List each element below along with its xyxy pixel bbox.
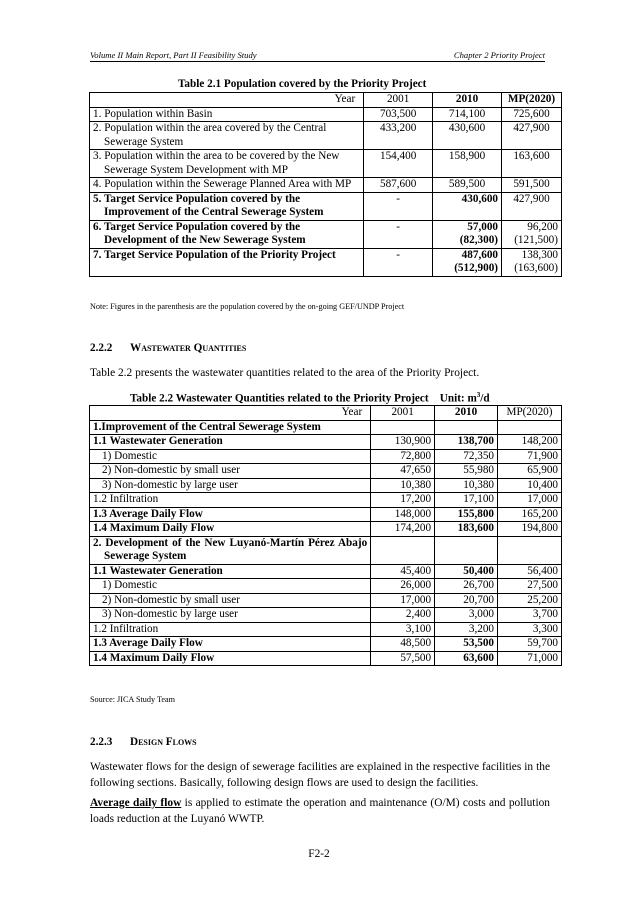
table1-note: Note: Figures in the parenthesis are the population covered by the on-going GEF/UNDP Project bbox=[90, 302, 405, 311]
running-header bbox=[90, 46, 545, 62]
table1-caption: Table 2.1 Population covered by the Priority Project bbox=[178, 78, 427, 90]
cell: 2,400 bbox=[371, 608, 435, 623]
table-row bbox=[90, 192, 562, 220]
table1-col-year: Year bbox=[90, 93, 364, 108]
row-label: 2) Non-domestic by small user bbox=[90, 593, 371, 608]
table2 bbox=[89, 405, 562, 666]
row-label: 1.2 Infiltration bbox=[90, 622, 371, 637]
table-row bbox=[90, 435, 562, 450]
table-row bbox=[90, 248, 562, 276]
row-label: 2) Non-domestic by small user bbox=[90, 464, 371, 479]
cell-value-paren: (82,300) bbox=[459, 234, 499, 246]
table-row bbox=[90, 507, 562, 522]
cell: 17,000 bbox=[498, 493, 562, 508]
cell: 26,000 bbox=[371, 579, 435, 594]
cell: 587,600 bbox=[364, 178, 433, 193]
empty-cell bbox=[498, 420, 562, 435]
cell: - bbox=[364, 220, 433, 248]
page-number: F2-2 bbox=[308, 848, 330, 860]
cell bbox=[502, 220, 562, 248]
cell-value: 487,600 bbox=[461, 248, 499, 261]
cell: 430,600 bbox=[433, 122, 502, 150]
group-title-row bbox=[90, 536, 562, 564]
empty-cell bbox=[435, 536, 498, 564]
cell: 3,000 bbox=[435, 608, 498, 623]
cell: 725,600 bbox=[502, 107, 562, 122]
section-number: 2.2.3 bbox=[90, 736, 113, 748]
row-label: 1.1 Wastewater Generation bbox=[90, 435, 371, 450]
table-row bbox=[90, 107, 562, 122]
cell: 427,900 bbox=[502, 122, 562, 150]
row-label: 6. Target Service Population covered by the Development of the New Sewerage System bbox=[90, 220, 364, 248]
cell: 17,100 bbox=[435, 493, 498, 508]
cell-value-paren: (163,600) bbox=[514, 262, 558, 274]
cell: 165,200 bbox=[498, 507, 562, 522]
table-row bbox=[90, 593, 562, 608]
group-title-row bbox=[90, 420, 562, 435]
table1-col-2001: 2001 bbox=[364, 93, 433, 108]
table2-unit-tail: /d bbox=[480, 392, 490, 405]
section-intro: Table 2.2 presents the wastewater quantities related to the area of the Priority Project. bbox=[90, 367, 480, 379]
table-row bbox=[90, 564, 562, 579]
section-title: Wastewater Quantities bbox=[130, 342, 247, 354]
table-row bbox=[90, 478, 562, 493]
cell: 72,800 bbox=[371, 449, 435, 464]
table2-unit-sup: 3 bbox=[476, 391, 481, 399]
cell-value: 96,200 bbox=[527, 220, 558, 233]
cell: 63,600 bbox=[435, 651, 498, 666]
table-row bbox=[90, 178, 562, 193]
table1-col-2020: MP(2020) bbox=[502, 93, 562, 108]
cell: 430,600 bbox=[433, 192, 502, 220]
cell bbox=[433, 248, 502, 276]
cell: 50,400 bbox=[435, 564, 498, 579]
cell: 148,200 bbox=[498, 435, 562, 450]
cell: 155,800 bbox=[435, 507, 498, 522]
cell bbox=[433, 220, 502, 248]
table2-source: Source: JICA Study Team bbox=[90, 695, 176, 704]
table2-col-2010: 2010 bbox=[435, 406, 498, 421]
cell: 158,900 bbox=[433, 150, 502, 178]
cell: 10,380 bbox=[435, 478, 498, 493]
row-label: 1.3 Average Daily Flow bbox=[90, 637, 371, 652]
cell: 17,200 bbox=[371, 493, 435, 508]
row-label: 3) Non-domestic by large user bbox=[90, 608, 371, 623]
table-row bbox=[90, 493, 562, 508]
row-label: 1. Population within Basin bbox=[90, 107, 364, 122]
cell: 194,800 bbox=[498, 522, 562, 537]
cell: 138,700 bbox=[435, 435, 498, 450]
section-title: Design Flows bbox=[130, 736, 197, 748]
row-label: 1.1 Wastewater Generation bbox=[90, 564, 371, 579]
cell: 148,000 bbox=[371, 507, 435, 522]
row-label: 1.2 Infiltration bbox=[90, 493, 371, 508]
cell: 183,600 bbox=[435, 522, 498, 537]
cell: 3,100 bbox=[371, 622, 435, 637]
cell: 10,380 bbox=[371, 478, 435, 493]
table-row bbox=[90, 608, 562, 623]
table2-caption bbox=[130, 391, 490, 405]
cell: 47,650 bbox=[371, 464, 435, 479]
cell: 59,700 bbox=[498, 637, 562, 652]
cell: 703,500 bbox=[364, 107, 433, 122]
cell: 56,400 bbox=[498, 564, 562, 579]
row-label: 1) Domestic bbox=[90, 579, 371, 594]
cell: 71,900 bbox=[498, 449, 562, 464]
cell: 589,500 bbox=[433, 178, 502, 193]
row-label: 1.4 Maximum Daily Flow bbox=[90, 522, 371, 537]
cell-value-paren: (121,500) bbox=[514, 234, 558, 246]
header-left: Volume II Main Report, Part II Feasibility Study bbox=[90, 50, 257, 60]
cell: 10,400 bbox=[498, 478, 562, 493]
cell: 3,200 bbox=[435, 622, 498, 637]
table2-col-2001: 2001 bbox=[371, 406, 435, 421]
design-flows-paragraph: Wastewater flows for the design of sewerage facilities are explained in the respective facilities in the following sections. Basically, following design flows are used to design the facilities. bbox=[90, 761, 550, 789]
table-row bbox=[90, 579, 562, 594]
row-label: 3) Non-domestic by large user bbox=[90, 478, 371, 493]
table1 bbox=[89, 92, 562, 277]
cell: 55,980 bbox=[435, 464, 498, 479]
cell-value: 138,300 bbox=[521, 248, 558, 261]
cell: - bbox=[364, 248, 433, 276]
table1-header-row bbox=[90, 93, 562, 108]
cell: 20,700 bbox=[435, 593, 498, 608]
section-heading bbox=[90, 342, 246, 354]
section-heading bbox=[90, 736, 197, 748]
header-right: Chapter 2 Priority Project bbox=[453, 50, 545, 60]
table-row bbox=[90, 122, 562, 150]
cell: 433,200 bbox=[364, 122, 433, 150]
row-label: 3. Population within the area to be covered by the New Sewerage System Development with MP bbox=[90, 150, 364, 178]
cell: 27,500 bbox=[498, 579, 562, 594]
cell: 591,500 bbox=[502, 178, 562, 193]
table-row bbox=[90, 522, 562, 537]
table-row bbox=[90, 622, 562, 637]
cell: 17,000 bbox=[371, 593, 435, 608]
table1-col-2010: 2010 bbox=[433, 93, 502, 108]
empty-cell bbox=[498, 536, 562, 564]
average-flow-paragraph bbox=[90, 796, 550, 827]
cell bbox=[502, 248, 562, 276]
cell: 130,900 bbox=[371, 435, 435, 450]
cell: 26,700 bbox=[435, 579, 498, 594]
cell: - bbox=[364, 192, 433, 220]
cell: 57,500 bbox=[371, 651, 435, 666]
cell: 53,500 bbox=[435, 637, 498, 652]
cell: 45,400 bbox=[371, 564, 435, 579]
cell: 154,400 bbox=[364, 150, 433, 178]
empty-cell bbox=[371, 420, 435, 435]
cell-value: 57,000 bbox=[467, 220, 499, 233]
table-row bbox=[90, 651, 562, 666]
cell: 71,000 bbox=[498, 651, 562, 666]
cell: 3,700 bbox=[498, 608, 562, 623]
group-title: 1.Improvement of the Central Sewerage System bbox=[90, 420, 371, 435]
table2-col-year: Year bbox=[90, 406, 371, 421]
table-row bbox=[90, 637, 562, 652]
cell: 427,900 bbox=[502, 192, 562, 220]
row-label: 1.4 Maximum Daily Flow bbox=[90, 651, 371, 666]
row-label: 7. Target Service Population of the Priority Project bbox=[90, 248, 364, 276]
cell: 72,350 bbox=[435, 449, 498, 464]
term-average-daily-flow: Average daily flow bbox=[90, 797, 182, 809]
empty-cell bbox=[435, 420, 498, 435]
cell: 3,300 bbox=[498, 622, 562, 637]
group-title: 2. Development of the New Luyanó-Martín Pérez Abajo Sewerage System bbox=[90, 536, 371, 564]
row-label: 4. Population within the Sewerage Planned Area with MP bbox=[90, 178, 364, 193]
cell: 163,600 bbox=[502, 150, 562, 178]
empty-cell bbox=[371, 536, 435, 564]
table-row bbox=[90, 220, 562, 248]
average-flow-text: is applied to estimate the operation and maintenance (O/M) costs and pollution loads reduction at the Luyanó WWTP. bbox=[90, 797, 550, 825]
cell: 48,500 bbox=[371, 637, 435, 652]
cell: 174,200 bbox=[371, 522, 435, 537]
row-label: 1) Domestic bbox=[90, 449, 371, 464]
row-label: 1.3 Average Daily Flow bbox=[90, 507, 371, 522]
cell-value-paren: (512,900) bbox=[454, 262, 499, 274]
table2-header-row bbox=[90, 406, 562, 421]
table2-caption-text: Table 2.2 Wastewater Quantities related to the Priority Project bbox=[130, 392, 429, 405]
row-label: 2. Population within the area covered by the Central Sewerage System bbox=[90, 122, 364, 150]
cell: 25,200 bbox=[498, 593, 562, 608]
table-row bbox=[90, 464, 562, 479]
row-label: 5. Target Service Population covered by the Improvement of the Central Sewerage System bbox=[90, 192, 364, 220]
table-row bbox=[90, 449, 562, 464]
section-number: 2.2.2 bbox=[90, 342, 113, 354]
table2-unit: Unit: m bbox=[439, 392, 477, 405]
table-row bbox=[90, 150, 562, 178]
table2-col-2020: MP(2020) bbox=[498, 406, 562, 421]
cell: 714,100 bbox=[433, 107, 502, 122]
cell: 65,900 bbox=[498, 464, 562, 479]
